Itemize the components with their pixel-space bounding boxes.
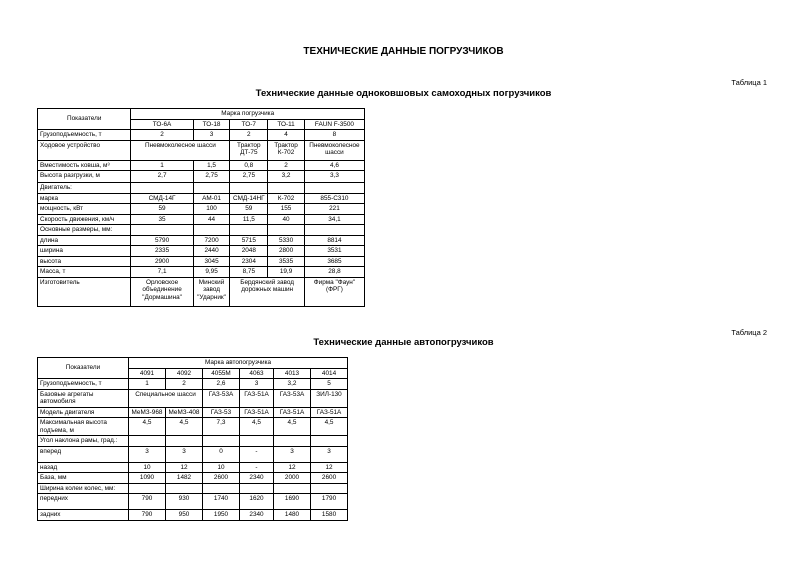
table-cell: 1620 [240, 494, 274, 510]
column-header: FAUN F-3500 [304, 119, 364, 130]
table-cell: 5790 [131, 235, 193, 246]
table-cell: 7200 [193, 235, 230, 246]
page-title: ТЕХНИЧЕСКИЕ ДАННЫЕ ПОГРУЗЧИКОВ [303, 46, 504, 57]
table-cell: 3,3 [304, 171, 364, 183]
table-cell: ГАЗ-51А [311, 407, 348, 418]
table-cell: 3531 [304, 246, 364, 257]
table-cell: 35 [131, 214, 193, 225]
table-row [38, 171, 365, 183]
table-cell: 7,1 [131, 267, 193, 278]
table-row [38, 483, 348, 494]
table-cell [193, 225, 230, 236]
table-cell: ГАЗ-51А [240, 389, 274, 407]
table-cell [131, 183, 193, 194]
table-cell: 155 [268, 204, 305, 215]
table-cell: 4,5 [166, 418, 203, 436]
table-cell: 1 [131, 160, 193, 171]
table-cell: 1690 [274, 494, 311, 510]
row-label: передних [38, 494, 129, 510]
table-cell [268, 225, 305, 236]
table-row [38, 407, 348, 418]
table-cell: 40 [268, 214, 305, 225]
table-cell: ГАЗ-53 [203, 407, 240, 418]
table-cell: Орловское объединение "Дормашина" [131, 277, 193, 306]
table-row [38, 462, 348, 473]
table-cell: 12 [274, 462, 311, 473]
table-cell: 4,5 [129, 418, 166, 436]
table-cell [131, 225, 193, 236]
row-label: мощность, кВт [38, 204, 131, 215]
table-cell: Трактор ДТ-75 [230, 140, 268, 160]
table-cell: 2340 [240, 473, 274, 484]
row-label: Масса, т [38, 267, 131, 278]
table-cell [129, 483, 166, 494]
table-cell: 2304 [230, 256, 268, 267]
table-cell: 2048 [230, 246, 268, 257]
table-cell: 2335 [131, 246, 193, 257]
header-param: Показатели [38, 109, 131, 130]
row-label: Ходовое устройство [38, 140, 131, 160]
table-cell: ГАЗ-53А [274, 389, 311, 407]
table-cell: 855-С310 [304, 193, 364, 204]
table-cell: - [240, 446, 274, 462]
column-header: 4091 [129, 368, 166, 379]
row-label: Базовые агрегаты автомобиля [38, 389, 129, 407]
table-cell: 3,2 [274, 379, 311, 390]
column-header: ТО-18 [193, 119, 230, 130]
table-cell: - [240, 462, 274, 473]
table-cell: 19,9 [268, 267, 305, 278]
table-cell: 4,5 [311, 418, 348, 436]
table1-heading: Технические данные одноковшовых самоходных погрузчиков [255, 88, 552, 99]
table-cell: 12 [311, 462, 348, 473]
table-row [38, 214, 365, 225]
row-label: назад [38, 462, 129, 473]
row-label: База, мм [38, 473, 129, 484]
table2-label: Таблица 2 [731, 328, 767, 337]
table-cell [240, 436, 274, 447]
header-param: Показатели [38, 358, 129, 379]
table-cell: Трактор К-702 [268, 140, 305, 160]
column-header: 4014 [311, 368, 348, 379]
table-row [38, 183, 365, 194]
autoloaders-table [37, 357, 348, 521]
table-cell: Пневмоколесное шасси [131, 140, 230, 160]
row-label: Угол наклона рамы, град.: [38, 436, 129, 447]
row-label: Изготовитель [38, 277, 131, 306]
table-cell [203, 436, 240, 447]
table-cell [230, 225, 268, 236]
table-cell: 1790 [311, 494, 348, 510]
table-row [38, 473, 348, 484]
table-cell: ГАЗ-51А [274, 407, 311, 418]
table-cell: 34,1 [304, 214, 364, 225]
header-group: Марка погрузчика [131, 109, 365, 120]
row-label: Грузоподъемность, т [38, 379, 129, 390]
row-label: Модель двигателя [38, 407, 129, 418]
table-cell [203, 483, 240, 494]
table-cell: 3 [240, 379, 274, 390]
table-row [38, 130, 365, 141]
table-cell [311, 483, 348, 494]
table-row [38, 256, 365, 267]
row-label: марка [38, 193, 131, 204]
table-cell: Пневмоколесное шасси [304, 140, 364, 160]
table-cell: 3,2 [268, 171, 305, 183]
table-cell [304, 183, 364, 194]
table-cell: 28,8 [304, 267, 364, 278]
row-label: Максимальная высота подъема, м [38, 418, 129, 436]
table-cell: 2,75 [230, 171, 268, 183]
table-cell: 10 [129, 462, 166, 473]
table-cell: ЗИЛ-130 [311, 389, 348, 407]
table-cell: ГАЗ-53А [203, 389, 240, 407]
table-cell: 2800 [268, 246, 305, 257]
table-cell: 4,5 [274, 418, 311, 436]
row-label: длина [38, 235, 131, 246]
table-row [38, 494, 348, 510]
table-cell: 2 [166, 379, 203, 390]
table-cell [311, 436, 348, 447]
row-label: Грузоподъемность, т [38, 130, 131, 141]
table-row [38, 389, 348, 407]
column-header: 4013 [274, 368, 311, 379]
table-cell [274, 483, 311, 494]
table-cell: 2600 [311, 473, 348, 484]
table-cell: 4,5 [240, 418, 274, 436]
column-header: ТО-7 [230, 119, 268, 130]
table-cell: МеМЗ-968 [129, 407, 166, 418]
table-cell: 0,8 [230, 160, 268, 171]
table-row [38, 160, 365, 171]
row-label: Основные размеры, мм: [38, 225, 131, 236]
table-cell: 5 [311, 379, 348, 390]
table-row [38, 446, 348, 462]
table-cell: 100 [193, 204, 230, 215]
table-cell: МеМЗ-408 [166, 407, 203, 418]
row-label: Высота разгрузки, м [38, 171, 131, 183]
table-cell: 12 [166, 462, 203, 473]
table-cell: К-702 [268, 193, 305, 204]
row-label: Двигатель: [38, 183, 131, 194]
table-cell: Бердянский завод дорожных машин [230, 277, 305, 306]
table-cell: 2,7 [131, 171, 193, 183]
table-cell: 3 [311, 446, 348, 462]
table-cell: 10 [203, 462, 240, 473]
table-cell: 8,75 [230, 267, 268, 278]
table-row [38, 193, 365, 204]
table-cell: 59 [230, 204, 268, 215]
table-cell: 11,5 [230, 214, 268, 225]
table-cell: 1740 [203, 494, 240, 510]
table-cell: 2900 [131, 256, 193, 267]
table-cell: 9,95 [193, 267, 230, 278]
table-cell: 7,3 [203, 418, 240, 436]
row-label: вперед [38, 446, 129, 462]
table-cell [166, 436, 203, 447]
table-cell: 2 [131, 130, 193, 141]
table-row [38, 418, 348, 436]
table-cell [129, 436, 166, 447]
table-cell: 2 [230, 130, 268, 141]
table-cell: 1482 [166, 473, 203, 484]
table-row [38, 225, 365, 236]
table-cell: 3 [166, 446, 203, 462]
table-cell [193, 183, 230, 194]
table-cell: 0 [203, 446, 240, 462]
table2-heading: Технические данные автопогрузчиков [313, 337, 494, 348]
table-cell: 59 [131, 204, 193, 215]
row-label: Вместимость ковша, м³ [38, 160, 131, 171]
table-cell: 1,5 [193, 160, 230, 171]
table-cell: 2 [268, 160, 305, 171]
table-cell: 5715 [230, 235, 268, 246]
table-cell: 3 [274, 446, 311, 462]
table-cell [230, 183, 268, 194]
table-row [38, 436, 348, 447]
table-cell: 2000 [274, 473, 311, 484]
table-cell: 3 [129, 446, 166, 462]
table-cell [274, 436, 311, 447]
table-cell: СМД-14Г [131, 193, 193, 204]
table-cell: 4 [268, 130, 305, 141]
table1-label: Таблица 1 [731, 78, 767, 87]
table-cell: 2600 [203, 473, 240, 484]
table-cell [304, 225, 364, 236]
header-group: Марка автопогрузчика [129, 358, 348, 369]
column-header: ТО-11 [268, 119, 305, 130]
table-cell [268, 183, 305, 194]
table-cell: 44 [193, 214, 230, 225]
table-row [38, 267, 365, 278]
table-cell: 3045 [193, 256, 230, 267]
table-cell: 8 [304, 130, 364, 141]
table-cell: Минский завод "Ударник" [193, 277, 230, 306]
table-cell: ГАЗ-51А [240, 407, 274, 418]
table-cell [166, 483, 203, 494]
loaders-table [37, 108, 365, 307]
table-cell: 3685 [304, 256, 364, 267]
table-row [38, 140, 365, 160]
table-cell: 2,75 [193, 171, 230, 183]
table-cell: 950 [166, 510, 203, 521]
table-row [38, 235, 365, 246]
table-cell: 1 [129, 379, 166, 390]
row-label: задних [38, 510, 129, 521]
table-row [38, 510, 348, 521]
table-row [38, 379, 348, 390]
table-cell: 221 [304, 204, 364, 215]
column-header: ТО-6А [131, 119, 193, 130]
table-cell: СМД-14НГ [230, 193, 268, 204]
table-cell: 3 [193, 130, 230, 141]
table-cell: 3535 [268, 256, 305, 267]
table-cell: Фирма "Фаун" (ФРГ) [304, 277, 364, 306]
table-row [38, 246, 365, 257]
table-cell: 930 [166, 494, 203, 510]
row-label: Ширина колеи колес, мм: [38, 483, 129, 494]
column-header: 4092 [166, 368, 203, 379]
table-cell: 2440 [193, 246, 230, 257]
table-row [38, 277, 365, 306]
table-cell: 2340 [240, 510, 274, 521]
table-cell: 4,6 [304, 160, 364, 171]
table-cell: АМ-01 [193, 193, 230, 204]
row-label: высота [38, 256, 131, 267]
column-header: 4063 [240, 368, 274, 379]
table-cell: 1090 [129, 473, 166, 484]
row-label: ширина [38, 246, 131, 257]
table-cell: 8814 [304, 235, 364, 246]
column-header: 4055М [203, 368, 240, 379]
table-cell: 2,6 [203, 379, 240, 390]
table-cell: 5330 [268, 235, 305, 246]
table-cell: 1480 [274, 510, 311, 521]
table-cell: 790 [129, 510, 166, 521]
table-cell: Специальное шасси [129, 389, 203, 407]
row-label: Скорость движения, км/ч [38, 214, 131, 225]
table-cell: 1950 [203, 510, 240, 521]
table-cell: 1580 [311, 510, 348, 521]
table-cell [240, 483, 274, 494]
table-cell: 790 [129, 494, 166, 510]
table-row [38, 204, 365, 215]
